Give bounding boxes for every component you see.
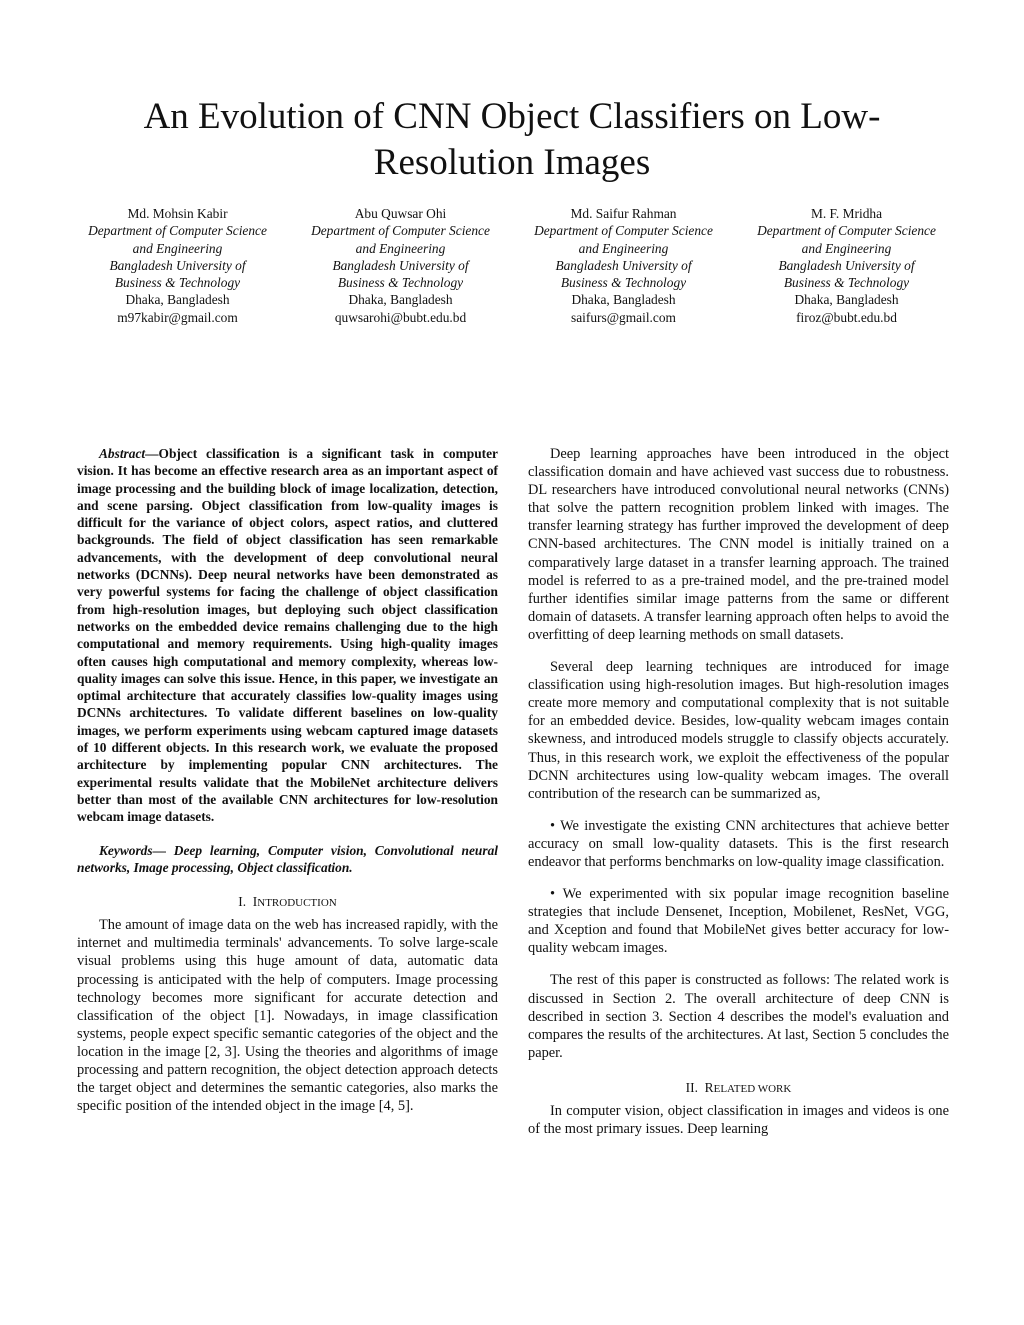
contribution-bullet: • We experimented with six popular image recognition baseline strategies that include Densenet, Inception, Mobilenet, ResNet, VGG, and Xception and found that MobileNet gives better accuracy for low-quality webcam images. bbox=[528, 886, 949, 957]
author-city: Dhaka, Bangladesh bbox=[571, 292, 676, 308]
author-city: Dhaka, Bangladesh bbox=[794, 292, 899, 308]
author-block bbox=[66, 205, 958, 326]
author-dept: and Engineering bbox=[801, 240, 892, 256]
author-univ: Business & Technology bbox=[560, 275, 687, 291]
author-univ: Bangladesh University of bbox=[109, 257, 246, 273]
keywords: Keywords— Deep learning, Computer vision, Convolutional neural networks, Image processing, Object classification. bbox=[77, 842, 498, 875]
author-univ: Bangladesh University of bbox=[778, 257, 915, 273]
author-4 bbox=[735, 205, 958, 326]
author-dept: Department of Computer Science bbox=[88, 223, 267, 239]
author-univ: Business & Technology bbox=[337, 275, 464, 291]
intro-paragraph: The amount of image data on the web has increased rapidly, with the internet and multimedia terminals' advancements. To solve large-scale visual problems using this huge amount of data, automatic data processing is anticipated with the help of computers. Image processing technology becomes more significant for accurate detection and classification of the object [1]. Nowadays, in image classification systems, people expect specific semantic categories of the object and the location in the image [2, 3]. Using the theories and algorithms of image processing and pattern recognition, the object detection approach detects the target object and determines the semantic categories, also marks the specific position of the intended object in the image [4, 5]. bbox=[77, 917, 498, 1115]
author-name: M. F. Mridha bbox=[810, 206, 883, 221]
author-3 bbox=[512, 205, 735, 326]
author-univ: Business & Technology bbox=[783, 275, 910, 291]
section-number: I. bbox=[238, 894, 247, 910]
section-heading-related-work bbox=[528, 1079, 949, 1098]
author-email: firoz@bubt.edu.bd bbox=[796, 309, 897, 325]
author-dept: Department of Computer Science bbox=[757, 223, 936, 239]
section-title-rest: NTRODUCTION bbox=[257, 897, 337, 910]
contribution-bullet: • We investigate the existing CNN architectures that achieve better accuracy on small low-quality datasets. This is the first research endeavor that performs benchmarks on low-quality image classification. bbox=[528, 817, 949, 870]
body-paragraph: Deep learning approaches have been introduced in the object classification domain and have achieved vast success due to robustness. DL researchers have introduced convolutional neural networks (CNNs) that solve the pattern recognition problem linked with images. The transfer learning strategy has further improved the development of deep CNN-based architectures. The CNN model is initially trained on a comparatively large dataset in a transfer learning approach. The trained model is referred to as a pre-trained model, and the pre-trained model further identifies similar image patterns from the same or different domain of datasets. A transfer learning approach often helps to avoid the overfitting of deep learning methods on small datasets. bbox=[528, 446, 949, 643]
abstract bbox=[77, 445, 498, 826]
author-email: m97kabir@gmail.com bbox=[117, 309, 238, 325]
author-dept: Department of Computer Science bbox=[311, 223, 490, 239]
author-name: Md. Saifur Rahman bbox=[570, 206, 677, 221]
author-dept: Department of Computer Science bbox=[534, 223, 713, 239]
right-column bbox=[528, 445, 949, 1138]
section-heading-introduction bbox=[77, 893, 498, 912]
author-1 bbox=[66, 205, 289, 326]
paper-title: An Evolution of CNN Object Classifiers on Low-Resolution Images bbox=[143, 96, 881, 183]
author-2 bbox=[289, 205, 512, 326]
section-title-initial: I bbox=[252, 894, 258, 910]
body-paragraph: Several deep learning techniques are introduced for image classification using high-resolution images. But high-resolution images create more memory and computational complexity that is not suitable for an embedded device. Besides, low-quality webcam images contain skewness, and introduced models struggle to classify objects accurately. Thus, in this research work, we exploit the effectiveness of the popular DCNN architectures using low-quality webcam images. The overall contribution of the research can be summarized as, bbox=[528, 659, 949, 802]
abstract-label: Abstract bbox=[99, 446, 146, 461]
section-title-initial: R bbox=[704, 1079, 714, 1095]
abstract-text: —Object classification is a significant task in computer vision. It has become an effective research area as an important aspect of image processing and the building block of image localization, detection, and scene parsing. Object classification from low-quality images is difficult for the variance of object colors, aspect ratios, and cluttered backgrounds. The field of object classification has seen remarkable advancements, with the development of deep convolutional neural networks (DCNNs). Deep neural networks have been demonstrated as very powerful systems for facing the challenge of object classification from high-resolution images, but deploying such object classification networks on the embedded device remains challenging due to the high computational and memory requirements. Using high-quality images often causes high computational and memory complexity, whereas low-quality images can solve this issue. Hence, in this paper, we investigate an optimal architecture that accurately classifies low-quality images using DCNNs architectures. To validate different baselines on low-quality images, we perform experiments using webcam captured image datasets of 10 different objects. In this research work, we evaluate the proposed architecture by implementing popular CNN architectures. The experimental results validate that the MobileNet architecture delivers better than most of the available CNN architectures for low-resolution webcam image datasets. bbox=[77, 446, 498, 825]
author-dept: and Engineering bbox=[578, 240, 669, 256]
section-title-rest: ELATED WORK bbox=[713, 1082, 792, 1095]
left-column bbox=[77, 445, 498, 1115]
author-city: Dhaka, Bangladesh bbox=[348, 292, 453, 308]
author-name: Abu Quwsar Ohi bbox=[354, 206, 447, 221]
author-univ: Bangladesh University of bbox=[555, 257, 692, 273]
author-dept: and Engineering bbox=[132, 240, 223, 256]
author-email: saifurs@gmail.com bbox=[571, 309, 676, 325]
related-paragraph: In computer vision, object classification in images and videos is one of the most primary issues. Deep learning bbox=[528, 1103, 949, 1138]
section-number: II. bbox=[685, 1079, 698, 1095]
author-univ: Bangladesh University of bbox=[332, 257, 469, 273]
author-name: Md. Mohsin Kabir bbox=[127, 206, 228, 221]
author-dept: and Engineering bbox=[355, 240, 446, 256]
body-paragraph: The rest of this paper is constructed as follows: The related work is discussed in Section 2. The overall architecture of deep CNN is described in section 3. Section 4 describes the model's evaluation and compares the results of the architectures. At last, Section 5 concludes the paper. bbox=[528, 972, 949, 1061]
author-univ: Business & Technology bbox=[114, 275, 241, 291]
author-city: Dhaka, Bangladesh bbox=[125, 292, 230, 308]
author-email: quwsarohi@bubt.edu.bd bbox=[334, 309, 467, 325]
